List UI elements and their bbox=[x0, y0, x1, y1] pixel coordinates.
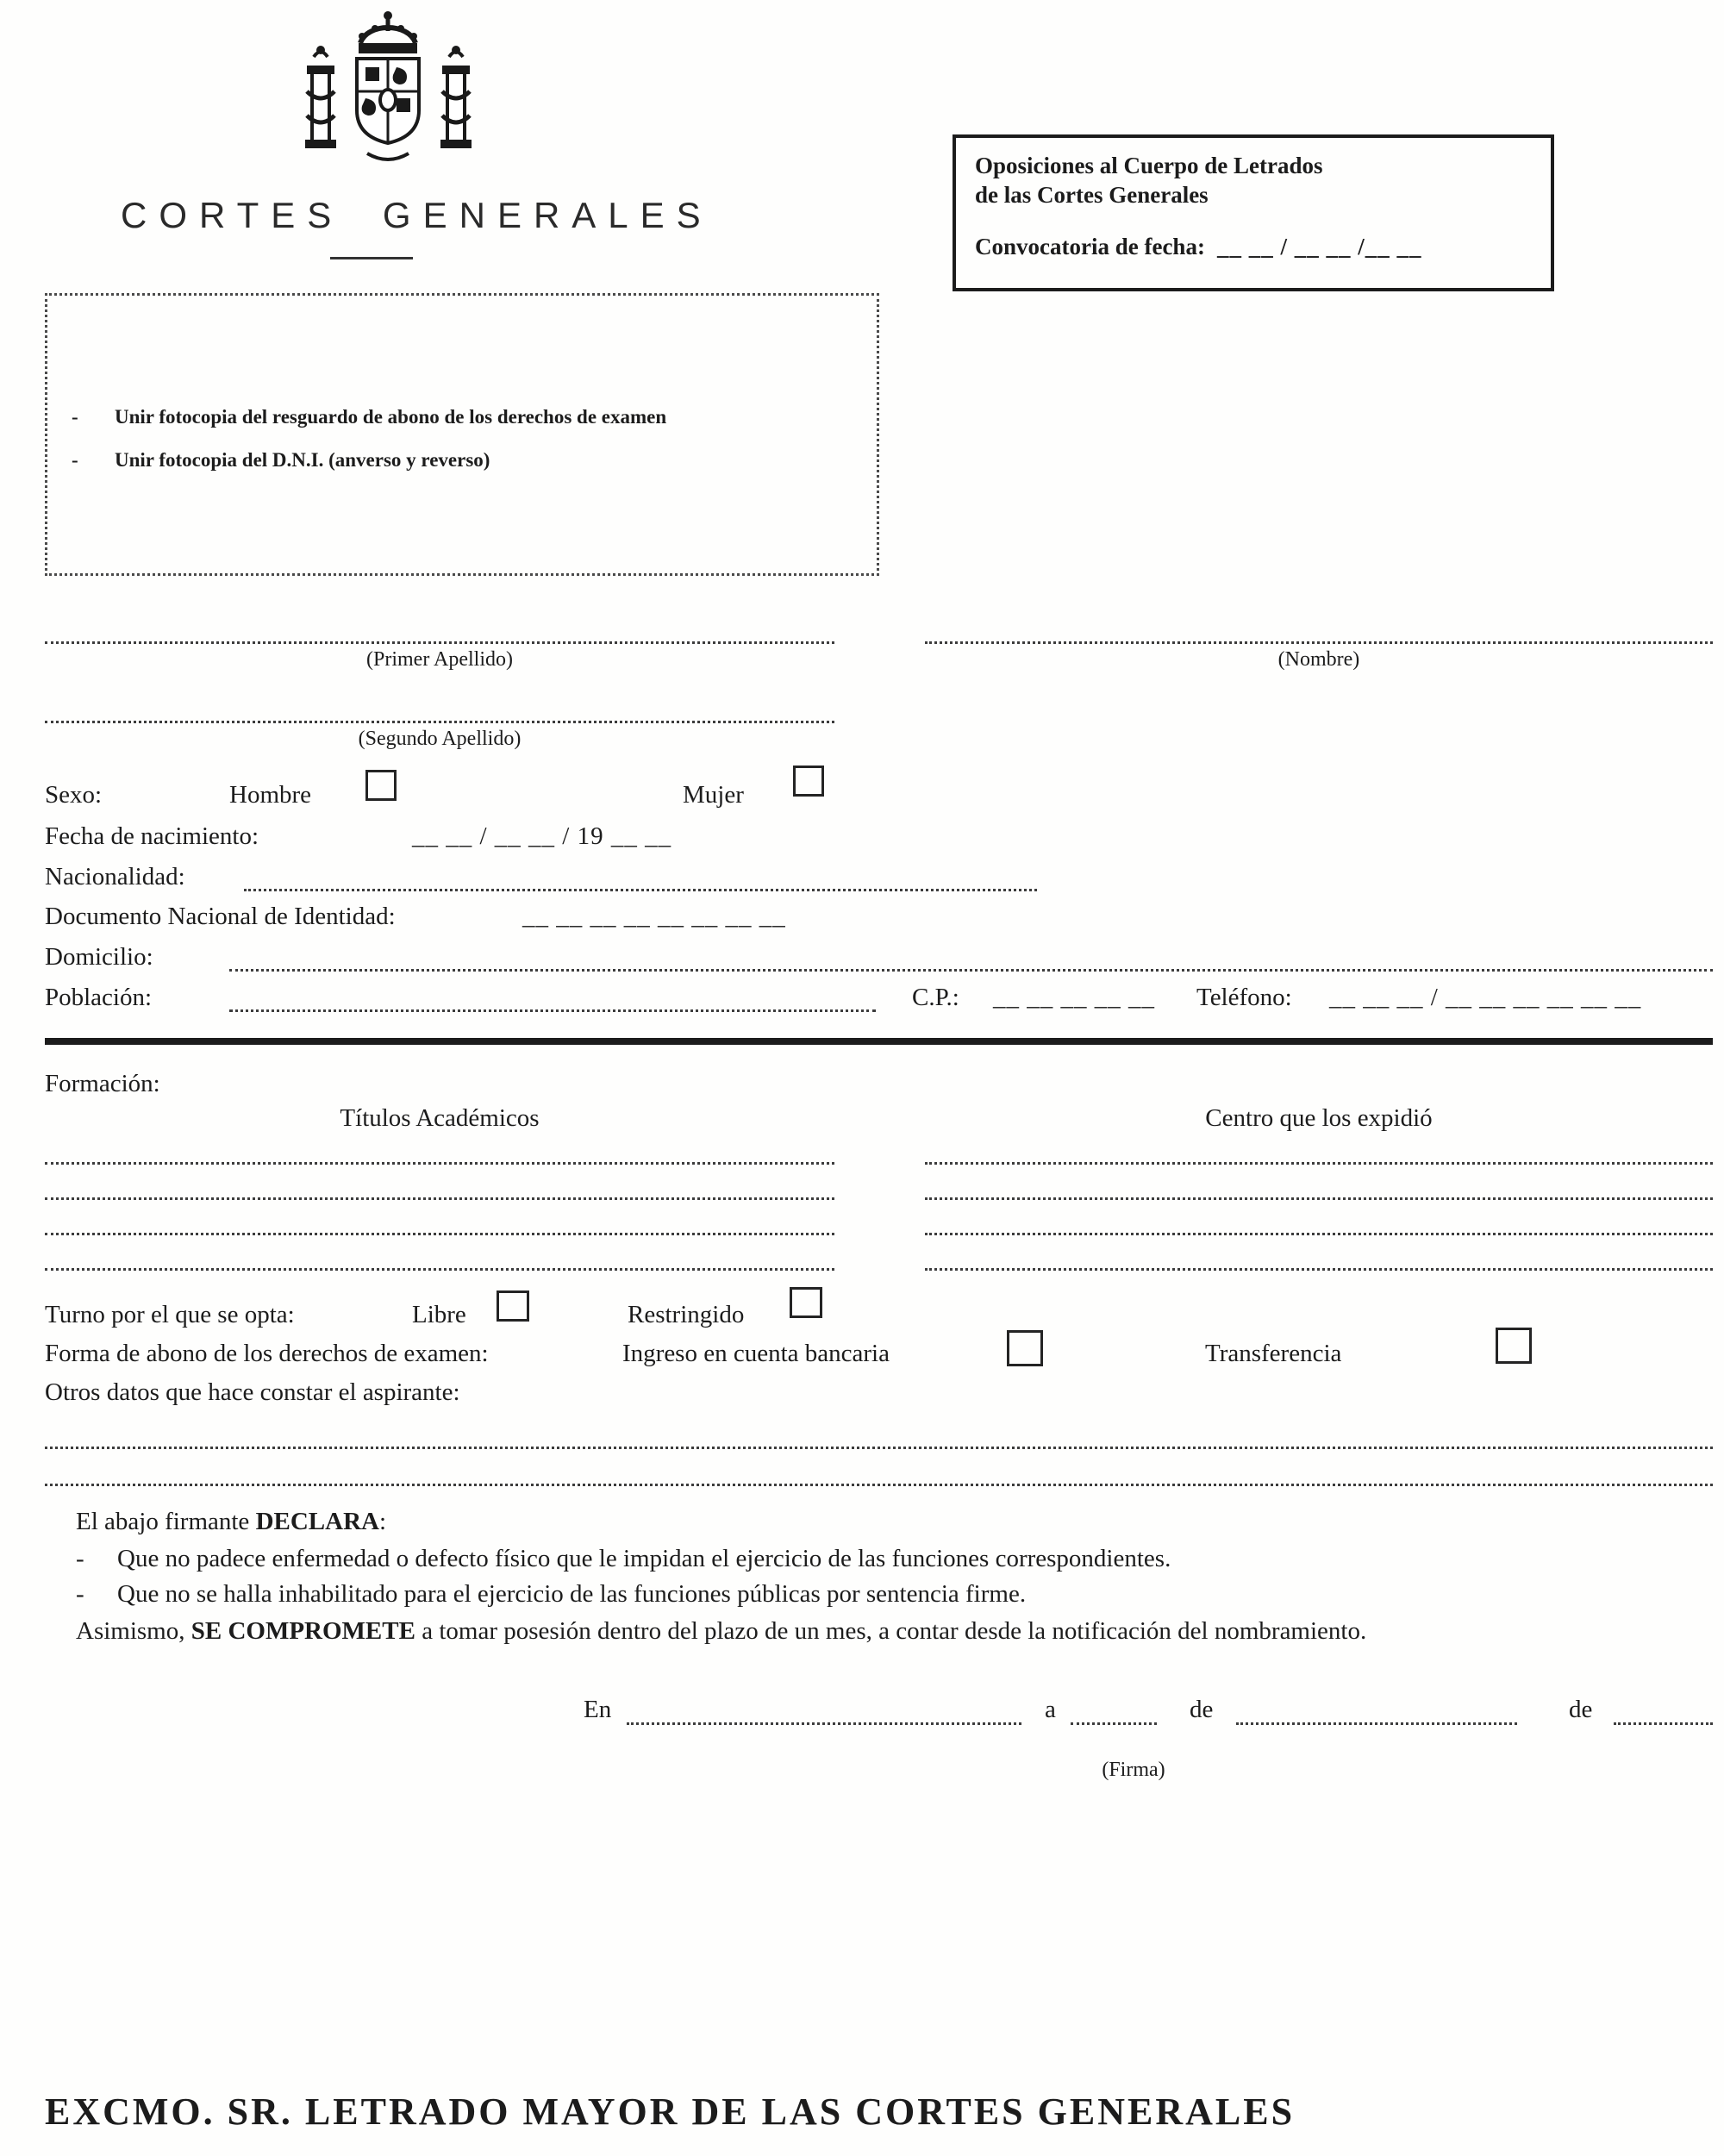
primer-apellido-line[interactable] bbox=[45, 641, 834, 644]
instruction-text-1: Unir fotocopia del resguardo de abono de los derechos de examen bbox=[115, 406, 667, 428]
abono-label: Forma de abono de los derechos de examen: bbox=[45, 1340, 489, 1367]
convocatoria-label: Convocatoria de fecha: bbox=[975, 233, 1205, 259]
libre-checkbox[interactable] bbox=[497, 1290, 529, 1322]
segundo-apellido-line[interactable] bbox=[45, 721, 834, 723]
compromiso-normal-2: a tomar posesión dentro del plazo de un mes, a contar desde la notificación del nombramiento. bbox=[415, 1617, 1367, 1645]
titulos-line-1[interactable] bbox=[45, 1162, 834, 1165]
a-label: a bbox=[1045, 1696, 1056, 1723]
centro-expidio-header: Centro que los expidió bbox=[1205, 1104, 1433, 1132]
restringido-checkbox[interactable] bbox=[790, 1287, 822, 1318]
convocatoria-blanks[interactable]: __ __ / __ __ /__ __ bbox=[1216, 233, 1422, 259]
instruction-item-2 bbox=[72, 449, 490, 472]
turno-label: Turno por el que se opta: bbox=[45, 1301, 295, 1328]
declara-item-1 bbox=[76, 1544, 1171, 1574]
otros-datos-line-2[interactable] bbox=[45, 1484, 1713, 1486]
sexo-label: Sexo: bbox=[45, 781, 103, 809]
dni-label: Documento Nacional de Identidad: bbox=[45, 903, 396, 930]
org-title-rule bbox=[330, 257, 413, 259]
section-divider bbox=[45, 1038, 1713, 1045]
org-title: CORTES GENERALES bbox=[121, 195, 713, 235]
restringido-label: Restringido bbox=[628, 1301, 745, 1328]
dni-blanks[interactable]: __ __ __ __ __ __ __ __ bbox=[522, 903, 786, 930]
primer-apellido-label: (Primer Apellido) bbox=[366, 648, 513, 671]
de-label-2: de bbox=[1569, 1696, 1593, 1723]
ingreso-checkbox[interactable] bbox=[1007, 1330, 1043, 1366]
transferencia-label: Transferencia bbox=[1205, 1340, 1342, 1367]
mujer-label: Mujer bbox=[683, 781, 744, 809]
compromiso-bold: SE COMPROMETE bbox=[191, 1617, 415, 1645]
coat-of-arms-graphic bbox=[291, 5, 485, 186]
domicilio-line[interactable] bbox=[229, 969, 1713, 972]
libre-label: Libre bbox=[412, 1301, 466, 1328]
titulos-line-4[interactable] bbox=[45, 1268, 834, 1271]
ingreso-label: Ingreso en cuenta bancaria bbox=[622, 1340, 890, 1367]
instruction-item-1 bbox=[72, 406, 666, 428]
centro-line-4[interactable] bbox=[925, 1268, 1713, 1271]
titulos-academicos-header: Títulos Académicos bbox=[340, 1104, 540, 1132]
mes-line[interactable] bbox=[1236, 1722, 1517, 1725]
declara-text-2: Que no se halla inhabilitado para el ejercicio de las funciones públicas por sentencia firme. bbox=[117, 1580, 1027, 1608]
firma-label: (Firma) bbox=[1102, 1759, 1165, 1781]
telefono-blanks[interactable]: __ __ __ / __ __ __ __ __ __ bbox=[1329, 984, 1642, 1011]
notice-title-line2: de las Cortes Generales bbox=[975, 181, 1209, 208]
instruction-text-2: Unir fotocopia del D.N.I. (anverso y reverso) bbox=[115, 449, 490, 471]
segundo-apellido-label: (Segundo Apellido) bbox=[358, 728, 522, 750]
instructions-box bbox=[45, 293, 879, 576]
de-label-1: de bbox=[1190, 1696, 1214, 1723]
addressee-title: EXCMO. SR. LETRADO MAYOR DE LAS CORTES GENERALES bbox=[45, 2090, 1296, 2133]
cp-blanks[interactable]: __ __ __ __ __ bbox=[993, 984, 1155, 1011]
otros-datos-line-1[interactable] bbox=[45, 1447, 1713, 1449]
declara-intro-bold: DECLARA bbox=[255, 1508, 379, 1535]
compromiso-text bbox=[76, 1616, 1366, 1647]
dia-line[interactable] bbox=[1071, 1722, 1157, 1725]
declara-dash-1: - bbox=[76, 1545, 84, 1572]
telefono-label: Teléfono: bbox=[1196, 984, 1292, 1011]
titulos-line-3[interactable] bbox=[45, 1233, 834, 1235]
nombre-line[interactable] bbox=[925, 641, 1713, 644]
otros-datos-label: Otros datos que hace constar el aspirante: bbox=[45, 1378, 460, 1406]
transferencia-checkbox[interactable] bbox=[1496, 1328, 1532, 1364]
formacion-label: Formación: bbox=[45, 1070, 160, 1097]
coat-of-arms bbox=[291, 5, 485, 186]
declara-item-2 bbox=[76, 1579, 1026, 1609]
poblacion-label: Población: bbox=[45, 984, 153, 1011]
lugar-line[interactable] bbox=[627, 1722, 1021, 1725]
declara-intro bbox=[76, 1507, 386, 1537]
declara-intro-normal: El abajo firmante bbox=[76, 1508, 256, 1535]
instruction-dash-1: - bbox=[72, 406, 78, 428]
declara-text-1: Que no padece enfermedad o defecto físico que le impidan el ejercicio de las funciones correspondientes. bbox=[117, 1545, 1171, 1572]
hombre-checkbox[interactable] bbox=[365, 770, 397, 801]
titulos-line-2[interactable] bbox=[45, 1197, 834, 1200]
declara-intro-colon: : bbox=[378, 1508, 387, 1535]
fecha-nacimiento-blanks[interactable]: __ __ / __ __ / 19 __ __ bbox=[412, 822, 672, 850]
centro-line-3[interactable] bbox=[925, 1233, 1713, 1235]
centro-line-1[interactable] bbox=[925, 1162, 1713, 1165]
poblacion-line[interactable] bbox=[229, 1009, 876, 1012]
notice-box bbox=[953, 134, 1554, 291]
nacionalidad-label: Nacionalidad: bbox=[45, 863, 185, 891]
domicilio-label: Domicilio: bbox=[45, 943, 153, 971]
notice-title-line1: Oposiciones al Cuerpo de Letrados bbox=[975, 153, 1323, 178]
fecha-nacimiento-label: Fecha de nacimiento: bbox=[45, 822, 259, 850]
en-label: En bbox=[584, 1696, 612, 1723]
cp-label: C.P.: bbox=[912, 984, 959, 1011]
anio-line[interactable] bbox=[1614, 1722, 1713, 1725]
nacionalidad-line[interactable] bbox=[244, 889, 1037, 891]
centro-line-2[interactable] bbox=[925, 1197, 1713, 1200]
declara-dash-2: - bbox=[76, 1580, 84, 1608]
instruction-dash-2: - bbox=[72, 449, 78, 471]
hombre-label: Hombre bbox=[229, 781, 312, 809]
mujer-checkbox[interactable] bbox=[793, 766, 824, 797]
compromiso-normal-1: Asimismo, bbox=[76, 1617, 191, 1645]
nombre-label: (Nombre) bbox=[1277, 648, 1360, 671]
